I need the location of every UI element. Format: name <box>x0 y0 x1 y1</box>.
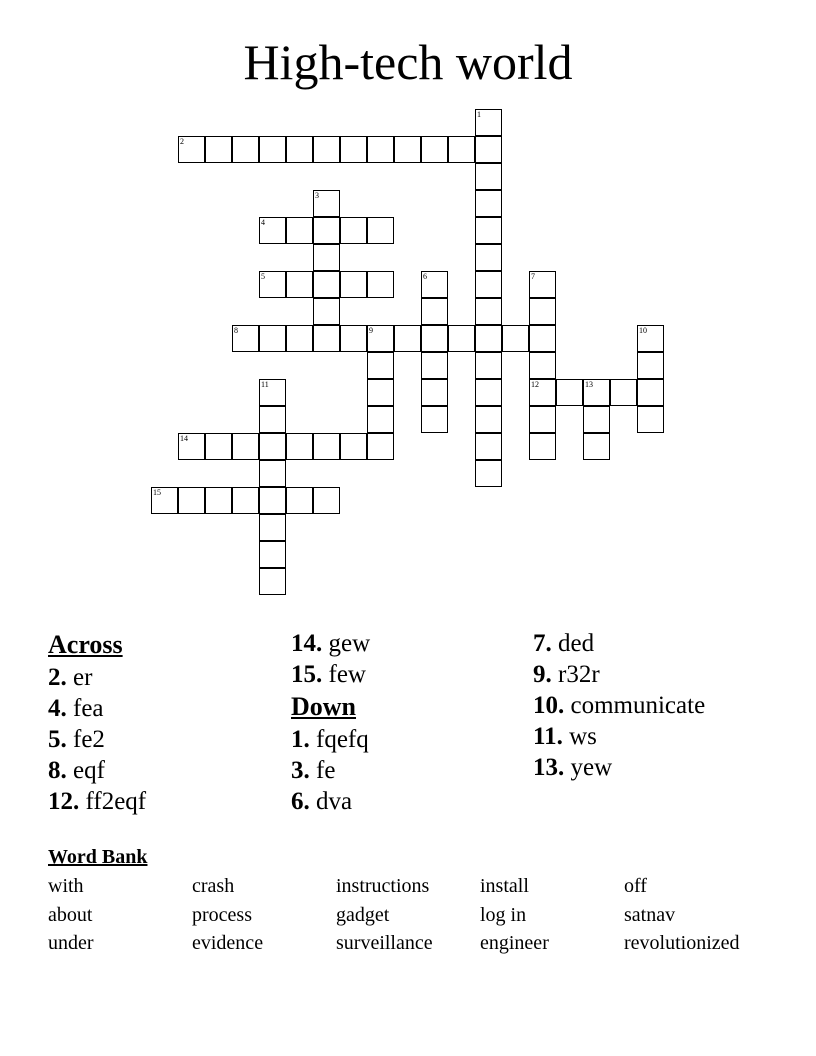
crossword-cell[interactable] <box>529 433 556 460</box>
crossword-cell[interactable] <box>205 433 232 460</box>
crossword-cell[interactable] <box>421 298 448 325</box>
clue-number-label: 10. <box>533 692 565 719</box>
crossword-cell[interactable] <box>340 217 367 244</box>
crossword-cell[interactable] <box>286 325 313 352</box>
crossword-cell[interactable] <box>475 325 502 352</box>
word-bank-item: gadget <box>336 903 390 926</box>
crossword-cell[interactable] <box>421 406 448 433</box>
clue <box>533 659 705 690</box>
clue-text: gew <box>322 630 371 657</box>
crossword-cell[interactable] <box>313 244 340 271</box>
crossword-cell[interactable] <box>475 406 502 433</box>
crossword-cell[interactable] <box>178 136 205 163</box>
clue-number-label: 9. <box>533 661 552 688</box>
crossword-cell[interactable] <box>475 460 502 487</box>
crossword-cell[interactable] <box>556 379 583 406</box>
crossword-cell[interactable] <box>286 217 313 244</box>
crossword-cell[interactable] <box>583 379 610 406</box>
clue <box>533 721 705 752</box>
crossword-cell[interactable] <box>475 190 502 217</box>
clue-text: dva <box>309 788 353 815</box>
word-bank-item: surveillance <box>336 932 433 954</box>
clue-text: yew <box>564 754 613 781</box>
word-bank-item: with <box>48 875 84 897</box>
word-bank-item: off <box>624 875 647 897</box>
crossword-cell[interactable] <box>259 568 286 595</box>
crossword-cell[interactable] <box>583 433 610 460</box>
crossword-cell[interactable] <box>367 325 394 352</box>
clue-number-label: 6. <box>291 788 310 815</box>
crossword-cell[interactable] <box>286 136 313 163</box>
clues-column-1 <box>48 628 146 817</box>
clue-number-label: 8. <box>48 757 67 784</box>
word-bank-item: revolutionized <box>624 932 740 954</box>
crossword-cell[interactable] <box>313 217 340 244</box>
clue-number: 6 <box>423 272 427 281</box>
crossword-cell[interactable] <box>475 109 502 136</box>
crossword-cell[interactable] <box>367 433 394 460</box>
clue <box>291 628 370 659</box>
crossword-cell[interactable] <box>340 325 367 352</box>
crossword-cell[interactable] <box>232 433 259 460</box>
clue-text: communicate <box>564 692 706 719</box>
word-bank-item: install <box>480 875 529 897</box>
crossword-cell[interactable] <box>394 325 421 352</box>
crossword-cell[interactable] <box>421 325 448 352</box>
clue <box>48 662 146 693</box>
clue-number: 11 <box>261 380 269 389</box>
word-bank-item: engineer <box>480 932 549 954</box>
crossword-cell[interactable] <box>259 325 286 352</box>
crossword-cell[interactable] <box>367 136 394 163</box>
crossword-cell[interactable] <box>421 352 448 379</box>
clue-number-label: 12. <box>48 788 80 815</box>
crossword-cell[interactable] <box>259 514 286 541</box>
clue-number-label: 11. <box>533 723 563 750</box>
crossword-cell[interactable] <box>502 325 529 352</box>
word-bank-item: under <box>48 932 94 954</box>
clue <box>533 628 705 659</box>
clue-number-label: 5. <box>48 726 67 753</box>
crossword-cell[interactable] <box>421 271 448 298</box>
clue-number: 5 <box>261 272 265 281</box>
crossword-cell[interactable] <box>259 487 286 514</box>
word-bank-item: evidence <box>192 932 264 954</box>
crossword-cell[interactable] <box>529 325 556 352</box>
crossword-cell[interactable] <box>232 487 259 514</box>
crossword-cell[interactable] <box>394 136 421 163</box>
clue-text: fe <box>309 757 336 784</box>
word-bank-item: log in <box>480 903 527 926</box>
clue-number-label: 1. <box>291 726 310 753</box>
crossword-cell[interactable] <box>178 433 205 460</box>
clue-number: 10 <box>639 326 647 335</box>
clue-text: ff2eqf <box>79 788 147 815</box>
clue-text: r32r <box>551 661 600 688</box>
clue-number: 1 <box>477 110 481 119</box>
crossword-cell[interactable] <box>475 352 502 379</box>
clue-number-label: 14. <box>291 630 323 657</box>
crossword-cell[interactable] <box>313 136 340 163</box>
clue <box>48 786 146 817</box>
clue-number: 9 <box>369 326 373 335</box>
clue-text: fqefq <box>309 726 369 753</box>
word-bank-item: crash <box>192 875 235 897</box>
word-bank-item: process <box>192 903 252 926</box>
down-heading: Down <box>291 692 357 721</box>
clue <box>291 755 370 786</box>
clue-number-label: 4. <box>48 695 67 722</box>
crossword-cell[interactable] <box>475 244 502 271</box>
clue-number-label: 7. <box>533 630 552 657</box>
crossword-cell[interactable] <box>340 271 367 298</box>
crossword-cell[interactable] <box>313 487 340 514</box>
clue-number: 13 <box>585 380 593 389</box>
crossword-cell[interactable] <box>313 433 340 460</box>
crossword-cell[interactable] <box>340 136 367 163</box>
crossword-cell[interactable] <box>259 460 286 487</box>
crossword-cell[interactable] <box>286 271 313 298</box>
crossword-cell[interactable] <box>313 298 340 325</box>
crossword-cell[interactable] <box>529 379 556 406</box>
crossword-cell[interactable] <box>367 379 394 406</box>
clue <box>533 690 705 721</box>
crossword-cell[interactable] <box>340 433 367 460</box>
crossword-cell[interactable] <box>529 406 556 433</box>
crossword-cell[interactable] <box>637 352 664 379</box>
clue <box>291 724 370 755</box>
clue-number: 12 <box>531 380 539 389</box>
crossword-cell[interactable] <box>151 487 178 514</box>
clue-text: fea <box>66 695 104 722</box>
clue-text: few <box>322 661 366 688</box>
crossword-cell[interactable] <box>529 271 556 298</box>
word-bank <box>48 872 788 958</box>
word-bank-title: Word Bank <box>48 846 148 868</box>
clue-number: 2 <box>180 137 184 146</box>
clue <box>48 755 146 786</box>
crossword-cell[interactable] <box>583 406 610 433</box>
clue-number-label: 13. <box>533 754 565 781</box>
crossword-cell[interactable] <box>475 271 502 298</box>
clue-number: 14 <box>180 434 188 443</box>
crossword-cell[interactable] <box>367 352 394 379</box>
clue-text: ded <box>551 630 595 657</box>
page-title: High-tech world <box>243 34 573 90</box>
crossword-cell[interactable] <box>313 271 340 298</box>
crossword-cell[interactable] <box>475 379 502 406</box>
clue-number-label: 15. <box>291 661 323 688</box>
crossword-cell[interactable] <box>367 271 394 298</box>
crossword-cell[interactable] <box>475 136 502 163</box>
crossword-cell[interactable] <box>205 487 232 514</box>
crossword-cell[interactable] <box>259 217 286 244</box>
crossword-cell[interactable] <box>259 541 286 568</box>
clues-column-3 <box>533 628 705 783</box>
clue-number: 7 <box>531 272 535 281</box>
crossword-cell[interactable] <box>313 325 340 352</box>
crossword-cell[interactable] <box>205 136 232 163</box>
crossword-cell[interactable] <box>421 379 448 406</box>
crossword-cell[interactable] <box>637 379 664 406</box>
crossword-cell[interactable] <box>259 406 286 433</box>
crossword-cell[interactable] <box>259 136 286 163</box>
crossword-cell[interactable] <box>475 217 502 244</box>
crossword-cell[interactable] <box>610 379 637 406</box>
clue <box>533 752 705 783</box>
clue-text: ws <box>562 723 597 750</box>
crossword-cell[interactable] <box>475 163 502 190</box>
clue-number: 3 <box>315 191 319 200</box>
crossword-cell[interactable] <box>259 271 286 298</box>
crossword-cell[interactable] <box>259 379 286 406</box>
word-bank-item: about <box>48 903 93 926</box>
crossword-cell[interactable] <box>367 406 394 433</box>
clue-number: 15 <box>153 488 161 497</box>
clue <box>291 659 370 690</box>
clue-number-label: 3. <box>291 757 310 784</box>
crossword-cell[interactable] <box>286 433 313 460</box>
clue <box>48 724 146 755</box>
crossword-cell[interactable] <box>475 298 502 325</box>
crossword-cell[interactable] <box>286 487 313 514</box>
clue-text: eqf <box>66 757 105 784</box>
crossword-cell[interactable] <box>178 487 205 514</box>
clue-number: 4 <box>261 218 265 227</box>
crossword-cell[interactable] <box>637 325 664 352</box>
crossword-cell[interactable] <box>232 325 259 352</box>
clue <box>291 786 370 817</box>
crossword-cell[interactable] <box>259 433 286 460</box>
clue-text: fe2 <box>66 726 105 753</box>
word-bank-item: instructions <box>336 875 430 897</box>
across-heading: Across <box>48 630 123 659</box>
crossword-cell[interactable] <box>475 433 502 460</box>
crossword-cell[interactable] <box>529 352 556 379</box>
clue <box>48 693 146 724</box>
crossword-cell[interactable] <box>421 136 448 163</box>
crossword-cell[interactable] <box>448 136 475 163</box>
crossword-cell[interactable] <box>313 190 340 217</box>
clue-text: er <box>66 664 93 691</box>
crossword-cell[interactable] <box>448 325 475 352</box>
crossword-cell[interactable] <box>637 406 664 433</box>
clue-number-label: 2. <box>48 664 67 691</box>
crossword-cell[interactable] <box>367 217 394 244</box>
crossword-cell[interactable] <box>232 136 259 163</box>
crossword-cell[interactable] <box>529 298 556 325</box>
word-bank-item: satnav <box>624 903 676 926</box>
clues-column-2 <box>291 628 370 817</box>
clue-number: 8 <box>234 326 238 335</box>
